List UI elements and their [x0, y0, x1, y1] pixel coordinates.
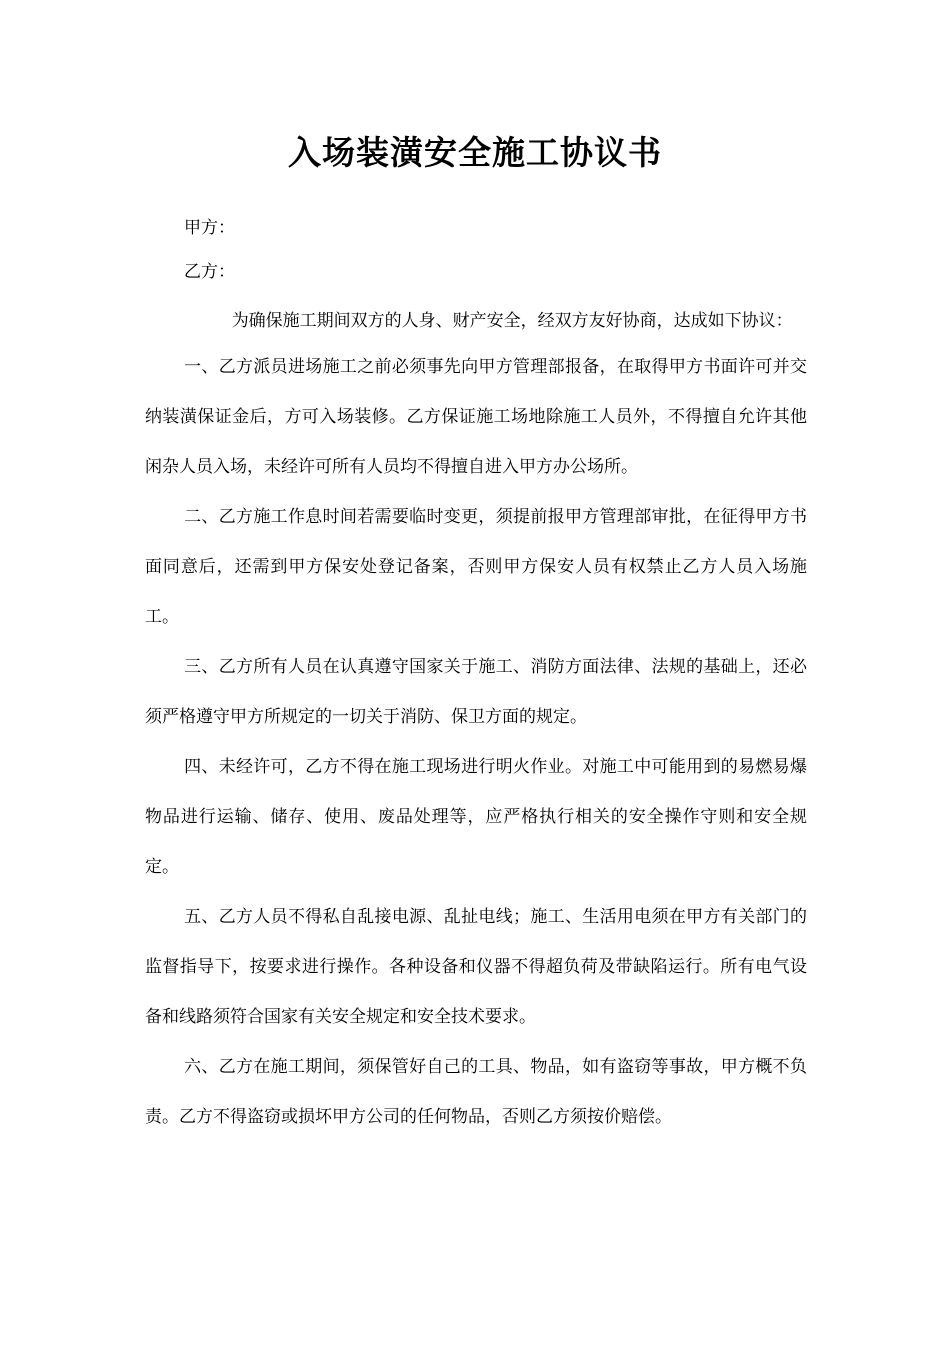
party-b-label: 乙方：: [184, 262, 235, 282]
clause-2: 二、乙方施工作息时间若需要临时变更，须提前报甲方管理部审批，在征得甲方书面同意后，还需到甲方保安处登记备案，否则甲方保安人员有权禁止乙方人员入场施工。: [145, 507, 807, 627]
document-title: 入场装潢安全施工协议书: [288, 133, 662, 172]
clause-4: 四、未经许可，乙方不得在施工现场进行明火作业。对施工中可能用到的易燃易爆物品进行运输、储存、使用、废品处理等，应严格执行相关的安全操作守则和安全规定。: [145, 757, 807, 877]
clause-6: 六、乙方在施工期间，须保管好自己的工具、物品，如有盗窃等事故，甲方概不负责。乙方不得盗窃或损坏甲方公司的任何物品，否则乙方须按价赔偿。: [145, 1057, 807, 1127]
document-body: [145, 296, 807, 1142]
intro-paragraph: 为确保施工期间双方的人身、财产安全，经双方友好协商，达成如下协议：: [231, 311, 793, 331]
clause-3: 三、乙方所有人员在认真遵守国家关于施工、消防方面法律、法规的基础上，还必须严格遵守甲方所规定的一切关于消防、保卫方面的规定。: [145, 657, 807, 727]
clause-1: 一、乙方派员进场施工之前必须事先向甲方管理部报备，在取得甲方书面许可并交纳装潢保证金后，方可入场装修。乙方保证施工场地除施工人员外，不得擅自允许其他闲杂人员入场，未经许可所有人员均不得擅自进入甲方办公场所。: [145, 357, 807, 477]
clause-5: 五、乙方人员不得私自乱接电源、乱扯电线；施工、生活用电须在甲方有关部门的监督指导下，按要求进行操作。各种设备和仪器不得超负荷及带缺陷运行。所有电气设备和线路须符合国家有关安全规定和安全技术要求。: [145, 907, 807, 1027]
party-a-label: 甲方：: [184, 218, 235, 238]
